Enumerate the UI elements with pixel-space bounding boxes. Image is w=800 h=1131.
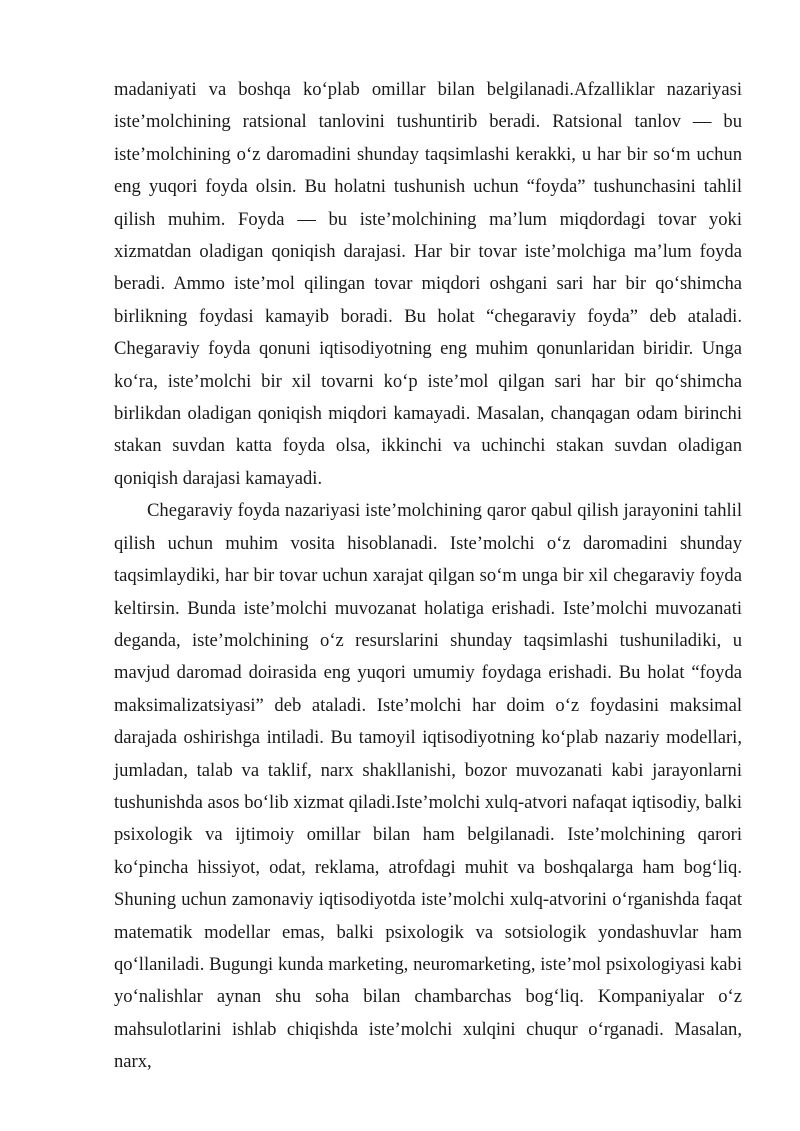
paragraph: Chegaraviy foyda nazariyasi iste’molchining qaror qabul qilish jarayonini tahlil qilish uchun muhim vosita hisoblanadi. Iste’molchi o‘z daromadini shunday taqsimlaydiki, har bir tovar uchun xarajat qilgan so‘m unga bir xil chegaraviy foyda keltirsin. Bunda iste’molchi muvozanat holatiga erishadi. Iste’molchi muvozanati deganda, iste’molchining o‘z resurslarini shunday taqsimlashi tushuniladiki, u mavjud daromad doirasida eng yuqori umumiy foydaga erishadi. Bu holat “foyda maksimalizatsiyasi” deb ataladi. Iste’molchi har doim o‘z foydasini maksimal darajada oshirishga intiladi. Bu tamoyil iqtisodiyotning ko‘plab nazariy modellari, jumladan, talab va taklif, narx shakllanishi, bozor muvozanati kabi jarayonlarni tushunishda asos bo‘lib xizmat qiladi.Iste’molchi xulq-atvori nafaqat iqtisodiy, balki psixologik va ijtimoiy omillar bilan ham belgilanadi. Iste’molchining qarori ko‘pincha hissiyot, odat, reklama, atrofdagi muhit va boshqalarga ham bog‘liq. Shuning uchun zamonaviy iqtisodiyotda iste’molchi xulq-atvorini o‘rganishda faqat matematik modellar emas, balki psixologik va sotsiologik yondashuvlar ham qo‘llaniladi. Bugungi kunda marketing, neuromarketing, iste’mol psixologiyasi kabi yo‘nalishlar aynan shu soha bilan chambarchas bog‘liq. Kompaniyalar o‘z mahsulotlarini ishlab chiqishda iste’molchi xulqini chuqur o‘rganadi. Masalan, narx, bbox=[114, 500, 742, 1073]
body-text bbox=[114, 74, 742, 1079]
paragraph-continuation: madaniyati va boshqa ko‘plab omillar bilan belgilanadi.Afzalliklar nazariyasi iste’molchining ratsional tanlovini tushuntirib beradi. Ratsional tanlov — bu iste’molchining o‘z daromadini shunday taqsimlashi kerakki, u har bir so‘m uchun eng yuqori foyda olsin. Bu holatni tushunish uchun “foyda” tushunchasini tahlil qilish muhim. Foyda — bu iste’molchining ma’lum miqdordagi tovar yoki xizmatdan oladigan qoniqish darajasi. Har bir tovar iste’molchiga ma’lum foyda beradi. Ammo iste’mol qilingan tovar miqdori oshgani sari har bir qo‘shimcha birlikning foydasi kamayib boradi. Bu holat “chegaraviy foyda” deb ataladi. Chegaraviy foyda qonuni iqtisodiyotning eng muhim qonunlaridan biridir. Unga ko‘ra, iste’molchi bir xil tovarni ko‘p iste’mol qilgan sari har bir qo‘shimcha birlikdan oladigan qoniqish miqdori kamayadi. Masalan, chanqagan odam birinchi stakan suvdan katta foyda olsa, ikkinchi va uchinchi stakan suvdan oladigan qoniqish darajasi kamayadi. bbox=[114, 79, 742, 489]
